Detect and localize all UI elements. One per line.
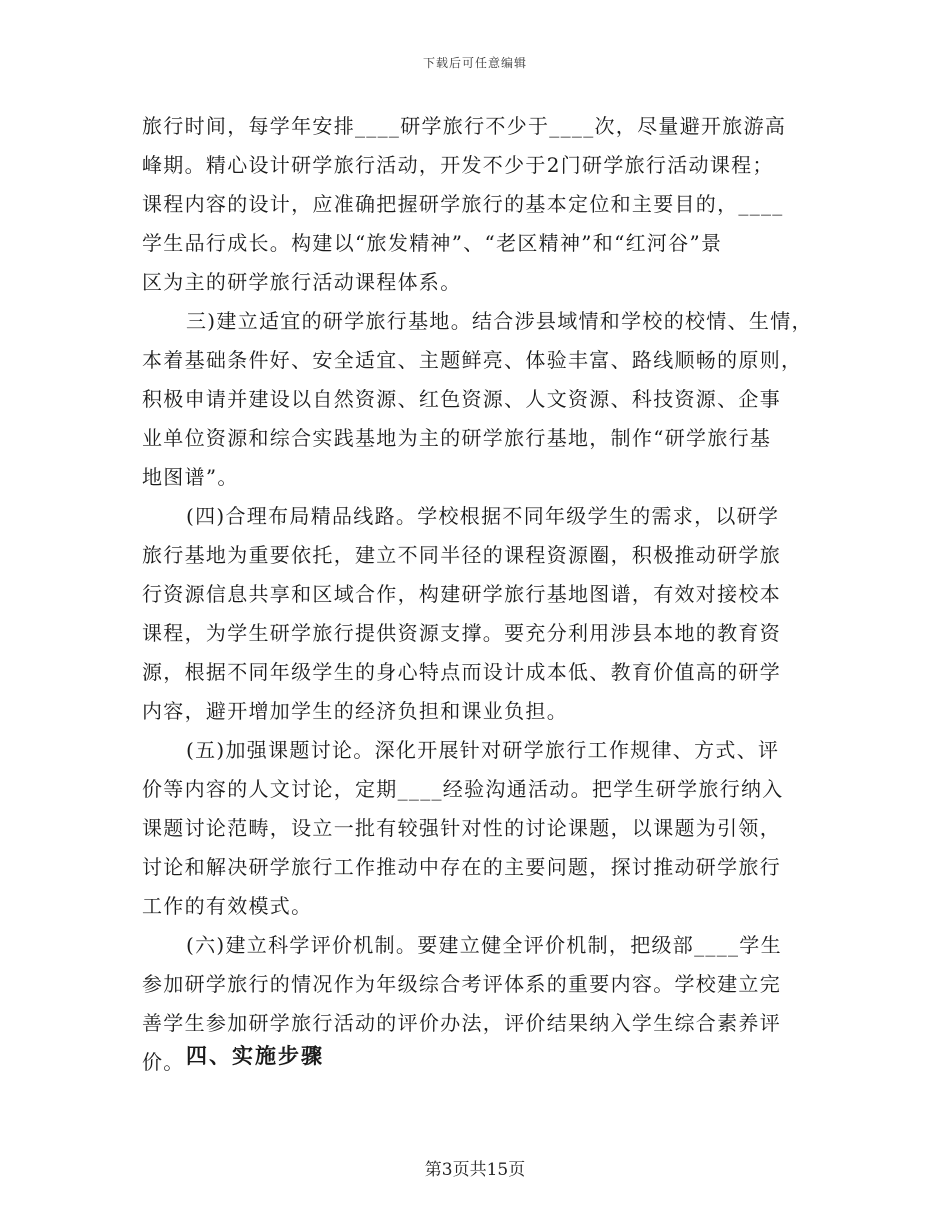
- page-number-footer: 第3页共15页: [424, 1160, 526, 1180]
- text-line: 工作的有效模式。: [142, 894, 313, 918]
- text-line: 课题讨论范畴，设立一批有较强针对性的讨论课题，以课题为引领，: [142, 816, 781, 840]
- text-line: 内容，避开增加学生的经济负担和课业负担。: [142, 699, 568, 723]
- text-line: 善学生参加研学旅行活动的评价办法，评价结果纳入学生综合素养评: [142, 1011, 781, 1035]
- text-line: (六)建立科学评价机制。要建立健全评价机制，把级部____学生: [186, 933, 782, 957]
- document-body: [142, 107, 832, 1082]
- text-line: (四)合理布局精品线路。学校根据不同年级学生的需求，以研学: [186, 504, 780, 528]
- text-line: 旅行时间，每学年安排____研学旅行不少于____次，尽量避开旅游高: [142, 114, 787, 138]
- text-line: 价等内容的人文讨论，定期____经验沟通活动。把学生研学旅行纳入: [142, 777, 784, 801]
- text-line: 三)建立适宜的研学旅行基地。结合涉县域情和学校的校情、生情，: [186, 309, 813, 333]
- text-line: 积极申请并建设以自然资源、红色资源、人文资源、科技资源、企事: [142, 387, 781, 411]
- text-line: 参加研学旅行的情况作为年级综合考评体系的重要内容。学校建立完: [142, 972, 781, 996]
- text-line: 地图谱”。: [142, 465, 239, 489]
- text-line: 课程内容的设计，应准确把握研学旅行的基本定位和主要目的，____: [142, 192, 784, 216]
- text-line: 课程，为学生研学旅行提供资源支撑。要充分利用涉县本地的教育资: [142, 621, 781, 645]
- text-line: 行资源信息共享和区域合作，构建研学旅行基地图谱，有效对接校本: [142, 582, 781, 606]
- text-line: 讨论和解决研学旅行工作推动中存在的主要问题，探讨推动研学旅行: [142, 855, 781, 879]
- text-line: (五)加强课题讨论。深化开展针对研学旅行工作规律、方式、评: [186, 738, 780, 762]
- download-edit-note: 下载后可任意编辑: [422, 56, 527, 70]
- text-line: 旅行基地为重要依托，建立不同半径的课程资源圈，积极推动研学旅: [142, 543, 781, 567]
- text-line: 价。: [142, 1050, 185, 1074]
- text-line: 业单位资源和综合实践基地为主的研学旅行基地，制作“研学旅行基: [142, 426, 772, 450]
- text-line: 峰期。精心设计研学旅行活动，开发不少于2门研学旅行活动课程；: [142, 153, 774, 177]
- text-line: 源，根据不同年级学生的身心特点而设计成本低、教育价值高的研学: [142, 660, 781, 684]
- section-heading: 四、实施步骤: [186, 1043, 324, 1068]
- text-line: 区为主的研学旅行活动课程体系。: [142, 270, 462, 294]
- text-line: 本着基础条件好、安全适宜、主题鲜亮、体验丰富、路线顺畅的原则，: [142, 348, 803, 372]
- text-line: 学生品行成长。构建以“旅发精神”、“老区精神”和“红河谷”景: [142, 231, 723, 255]
